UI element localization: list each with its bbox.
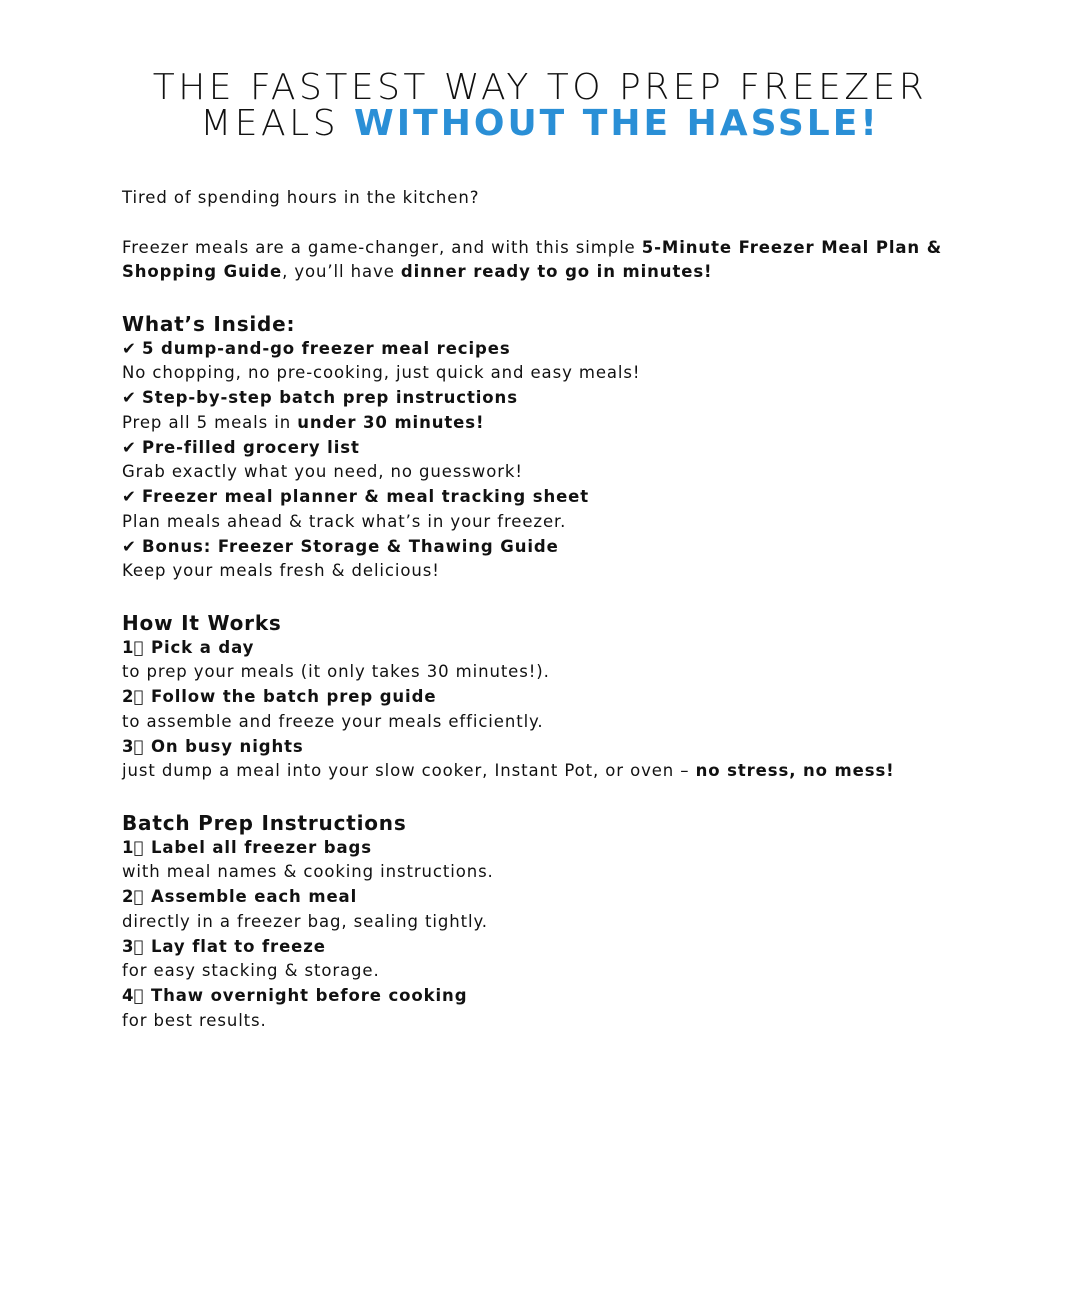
intro-bold-dinner: dinner ready to go in minutes! [400, 262, 713, 282]
number-keycap-icon: 4⃣ [122, 986, 145, 1005]
checkmark-icon: ✔ [122, 487, 137, 506]
inside-item-description [122, 460, 962, 485]
intro-text-2: , you’ll have [282, 262, 401, 282]
inside-item-title: Step-by-step batch prep instructions [142, 388, 518, 407]
inside-item-description [122, 361, 962, 386]
batch-prep-section [122, 809, 962, 1034]
how-step-desc-text: just dump a meal into your slow cooker, Instant Pot, or oven – [122, 761, 696, 781]
number-keycap-icon: 3⃣ [122, 736, 145, 756]
whats-inside-list [122, 337, 962, 585]
how-step-heading [122, 735, 962, 760]
whats-inside-section [122, 310, 962, 584]
intro-question: Tired of spending hours in the kitchen? [122, 188, 480, 207]
page-headline [0, 67, 1080, 144]
batch-step-heading [122, 836, 962, 861]
checkmark-icon: ✔ [122, 437, 137, 457]
inside-item-desc-text: Prep all 5 meals in [122, 412, 298, 432]
intro-text: Freezer meals are a game-changer, and with this simple [122, 237, 642, 257]
batch-step-heading [122, 984, 962, 1009]
batch-step-heading [122, 935, 962, 960]
batch-step-description: directly in a freezer bag, sealing tightly. [122, 911, 488, 931]
inside-item-desc-text: Grab exactly what you need, no guesswork! [122, 462, 523, 482]
inside-item [122, 436, 962, 486]
document-body [122, 186, 962, 1034]
inside-item-title: Pre-filled grocery list [142, 437, 360, 457]
headline-plain: MEALS [200, 103, 355, 144]
how-step-title: Follow the batch prep guide [150, 687, 437, 706]
batch-prep-title: Batch Prep Instructions [122, 810, 407, 835]
number-keycap-icon: 3⃣ [122, 936, 145, 956]
inside-item-heading [122, 436, 962, 461]
inside-item-description [122, 510, 962, 535]
intro-bold-guide: Shopping Guide [122, 262, 283, 282]
number-keycap-icon: 2⃣ [122, 887, 145, 906]
number-keycap-icon: 1⃣ [122, 637, 145, 657]
how-step-heading [122, 685, 962, 710]
batch-step-description: with meal names & cooking instructions. [122, 862, 494, 882]
how-step-title: On busy nights [150, 736, 304, 756]
number-keycap-icon: 2⃣ [122, 687, 145, 706]
headline-accent: WITHOUT THE HASSLE! [354, 103, 880, 144]
inside-item-title: 5 dump-and-go freezer meal recipes [142, 338, 511, 358]
checkmark-icon: ✔ [122, 338, 137, 358]
batch-step-description: for best results. [122, 1010, 267, 1030]
how-step-title: Pick a day [150, 637, 255, 657]
batch-step [122, 885, 962, 935]
inside-item-desc-text: No chopping, no pre-cooking, just quick and easy meals! [122, 363, 641, 383]
batch-step-description: for easy stacking & storage. [122, 961, 380, 981]
inside-item-desc-text: Keep your meals fresh & delicious! [122, 561, 440, 581]
batch-prep-list [122, 836, 962, 1034]
inside-item [122, 535, 962, 585]
how-it-works-title: How It Works [122, 610, 282, 635]
inside-item-title: Freezer meal planner & meal tracking sheet [142, 487, 590, 506]
batch-step-title: Assemble each meal [150, 887, 358, 906]
intro-paragraph-line-1 [122, 236, 962, 261]
batch-step-title: Lay flat to freeze [150, 936, 326, 956]
inside-item-heading [122, 337, 962, 362]
intro-bold-plan: 5-Minute Freezer Meal Plan & [641, 237, 943, 257]
inside-item-description [122, 411, 962, 436]
how-step [122, 636, 962, 686]
how-step-description [122, 759, 962, 784]
inside-item [122, 337, 962, 387]
inside-item-description [122, 559, 962, 584]
how-step [122, 735, 962, 785]
inside-item-title: Bonus: Freezer Storage & Thawing Guide [142, 536, 559, 556]
inside-item-heading [122, 485, 962, 510]
batch-step [122, 935, 962, 985]
how-step-description [122, 660, 962, 685]
batch-step-title: Label all freezer bags [150, 837, 372, 857]
inside-item-desc-bold: under 30 minutes! [297, 412, 485, 432]
how-it-works-list [122, 636, 962, 785]
inside-item-heading [122, 386, 962, 411]
inside-item-heading [122, 535, 962, 560]
how-step-desc-text: to prep your meals (it only takes 30 minutes!). [122, 662, 550, 682]
headline-line-2 [0, 103, 1080, 144]
batch-step [122, 984, 962, 1034]
how-step-heading [122, 636, 962, 661]
whats-inside-title: What’s Inside: [122, 311, 296, 336]
number-keycap-icon: 1⃣ [122, 837, 145, 857]
how-step-description [122, 710, 962, 735]
checkmark-icon: ✔ [122, 536, 137, 556]
checkmark-icon: ✔ [122, 388, 137, 407]
how-it-works-section [122, 609, 962, 784]
batch-step [122, 836, 962, 886]
inside-item [122, 485, 962, 535]
batch-step-heading [122, 885, 962, 910]
how-step [122, 685, 962, 735]
inside-item [122, 386, 962, 436]
how-step-desc-text: to assemble and freeze your meals efficiently. [122, 711, 544, 731]
how-step-desc-bold: no stress, no mess! [695, 761, 895, 781]
batch-step-title: Thaw overnight before cooking [150, 986, 468, 1005]
intro-paragraph-line-2 [122, 260, 962, 285]
inside-item-desc-text: Plan meals ahead & track what’s in your freezer. [122, 511, 567, 531]
headline-line-1: THE FASTEST WAY TO PREP FREEZER [152, 67, 928, 108]
